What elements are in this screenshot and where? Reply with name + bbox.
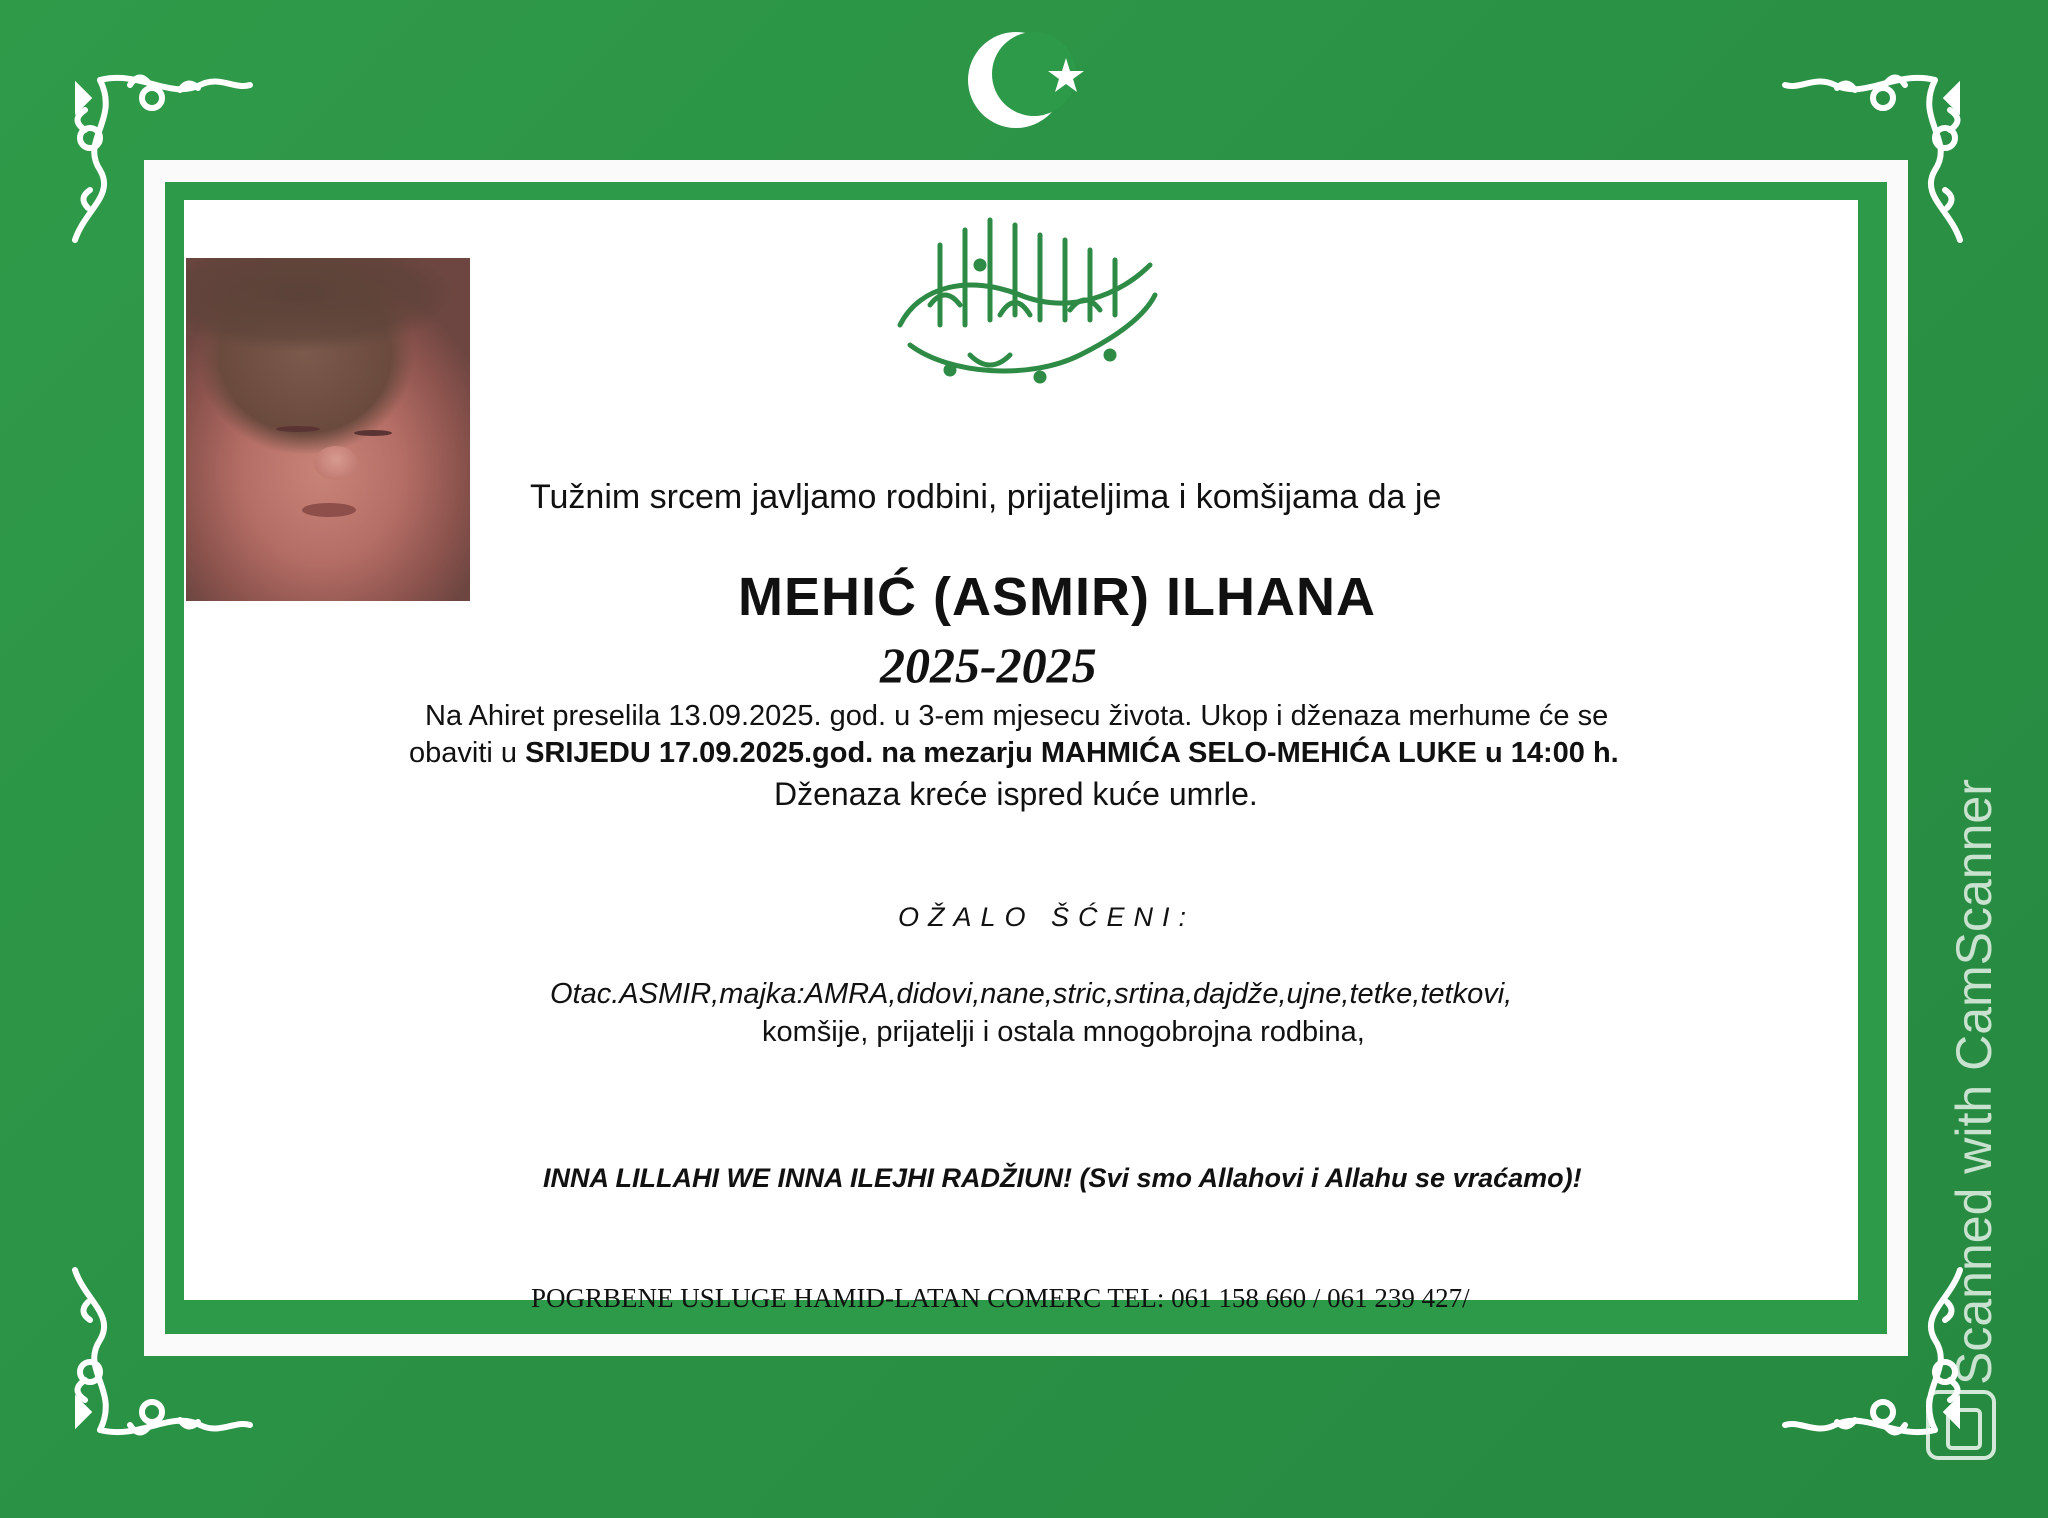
photo-hair xyxy=(186,258,470,378)
details-line-2-prefix: obaviti u xyxy=(409,737,526,769)
mourners-title: OŽALO ŠĆENI: xyxy=(898,902,1196,932)
mourners-line-2: komšije, prijatelji i ostala mnogobrojna rodbina, xyxy=(762,1016,1365,1048)
photo-eye-left xyxy=(276,426,320,432)
bismillah-calligraphy xyxy=(880,205,1170,405)
camscanner-logo-icon xyxy=(1926,1390,1996,1460)
years-text: 2025-2025 xyxy=(880,637,1097,693)
portrait-photo xyxy=(186,258,470,601)
camscanner-watermark: Scanned with CamScanner xyxy=(1946,779,2002,1385)
funeral-service-contact: POGRBENE USLUGE HAMID-LATAN COMERC TEL: 061 158 660 / 061 239 427/ xyxy=(531,1283,1470,1313)
deceased-name: MEHIĆ (ASMIR) ILHANA xyxy=(738,567,1376,627)
details-line-2-bold: SRIJEDU 17.09.2025.god. na mezarju MAHMIĆA SELO-MEHIĆA LUKE u 14:00 h. xyxy=(525,737,1619,769)
photo-mouth xyxy=(302,503,356,517)
closing-prayer: INNA LILLAHI WE INNA ILEJHI RADŽIUN! (Svi smo Allahovi i Allahu se vraćamo)! xyxy=(543,1163,1582,1193)
details-line-1: Na Ahiret preselila 13.09.2025. god. u 3-em mjesecu života. Ukop i dženaza merhume će se xyxy=(425,700,1609,732)
details-line-3: Dženaza kreće ispred kuće umrle. xyxy=(774,776,1258,812)
mourners-line-1: Otac.ASMIR,majka:AMRA,didovi,nane,stric,srtina,dajdže,ujne,tetke,tetkovi, xyxy=(550,978,1513,1010)
intro-text: Tužnim srcem javljamo rodbini, prijateljima i komšijama da je xyxy=(530,478,1442,516)
details-line-2 xyxy=(409,737,1619,770)
crescent-star-icon xyxy=(966,18,1096,148)
photo-nose xyxy=(314,446,358,480)
photo-eye-right xyxy=(354,430,392,436)
